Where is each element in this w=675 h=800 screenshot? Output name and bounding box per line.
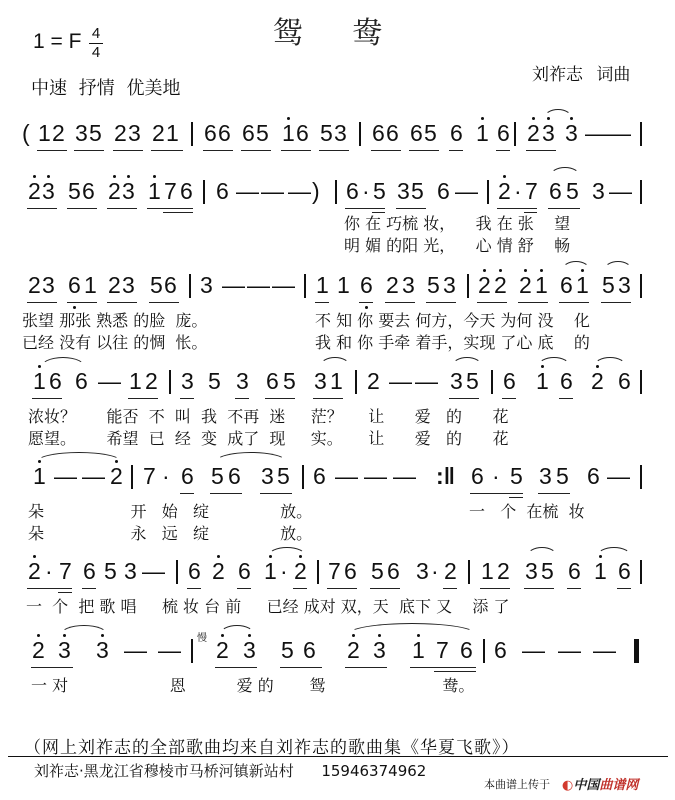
note: 2 xyxy=(52,120,65,146)
note: 3 xyxy=(402,272,415,298)
note: 2 xyxy=(294,558,307,584)
note: 5 xyxy=(104,558,117,584)
barline xyxy=(169,370,171,394)
dot: · xyxy=(514,178,522,204)
note: 5 xyxy=(427,272,440,298)
note: 6 xyxy=(587,463,600,489)
note: 6 xyxy=(266,368,279,394)
note: 2 xyxy=(478,272,491,298)
note: 2 xyxy=(108,272,121,298)
barline xyxy=(191,639,193,663)
note: 3 xyxy=(58,637,71,663)
notes-line-1 xyxy=(0,120,675,160)
lyrics-verse-2-left: 已经 没有 以往 的惆 怅。 xyxy=(22,333,208,352)
note: 3 xyxy=(525,558,538,584)
note: 3 xyxy=(397,178,410,204)
note: 2 xyxy=(32,637,45,663)
dot: · xyxy=(280,558,288,584)
note: 6 xyxy=(494,637,507,663)
note: 2 xyxy=(527,120,540,146)
barline xyxy=(317,560,319,584)
lyrics-verse-1-left: 张望 那张 熟悉 的脸 庞。 xyxy=(22,311,208,330)
note: 3 xyxy=(96,637,109,663)
note: 6 xyxy=(68,272,81,298)
note: 3 xyxy=(450,368,463,394)
note: 6 xyxy=(238,558,251,584)
note: 1 xyxy=(148,178,161,204)
dash: — xyxy=(455,178,478,204)
note: 6 xyxy=(568,558,581,584)
note: 7 xyxy=(164,178,177,204)
barline xyxy=(491,370,493,394)
note: 6 xyxy=(83,558,96,584)
note: 6 xyxy=(313,463,326,489)
note: 6 xyxy=(296,120,309,146)
note: 5 xyxy=(150,272,163,298)
note: 1 xyxy=(33,463,46,489)
final-barline xyxy=(634,639,639,663)
dot: · xyxy=(162,463,170,489)
note: 3 xyxy=(416,558,429,584)
logo-icon: ◐ xyxy=(562,778,574,793)
dot: · xyxy=(431,558,439,584)
notes-line-7 xyxy=(0,633,675,677)
note: 7 xyxy=(436,637,449,663)
note: 5 xyxy=(466,368,479,394)
note: 5 xyxy=(320,120,333,146)
note: 2 xyxy=(145,368,158,394)
note: 5 xyxy=(424,120,437,146)
notes-line-5 xyxy=(0,463,675,503)
barline xyxy=(176,560,178,584)
note: 1 xyxy=(38,120,51,146)
song-title: 鸳 鸯 xyxy=(272,16,403,51)
barline xyxy=(355,370,357,394)
dash: — xyxy=(247,272,270,298)
note: 1 xyxy=(576,272,589,298)
barline xyxy=(467,274,469,298)
contact-info xyxy=(34,760,426,781)
dash: — xyxy=(236,178,259,204)
note: 6 xyxy=(618,558,631,584)
notes-line-4 xyxy=(0,368,675,408)
dash: — xyxy=(585,120,608,146)
barline xyxy=(640,180,642,204)
note: 6 xyxy=(497,120,510,146)
dot: · xyxy=(45,558,53,584)
note: 2 xyxy=(347,637,360,663)
note: 6 xyxy=(228,463,241,489)
note: 7 xyxy=(525,178,538,204)
note: 1 xyxy=(84,272,97,298)
note: 1 xyxy=(476,120,489,146)
note: 2 xyxy=(591,368,604,394)
phone-number: 15946374962 xyxy=(321,762,427,780)
barline xyxy=(514,122,516,146)
notes-line-2 xyxy=(0,178,675,218)
note: 2 xyxy=(519,272,532,298)
note: 2 xyxy=(114,120,127,146)
note: 5 xyxy=(68,178,81,204)
note: 3 xyxy=(236,368,249,394)
upload-credit: 本曲谱上传于 xyxy=(484,778,550,791)
dash: — xyxy=(142,558,165,584)
barline xyxy=(203,180,205,204)
lyrics-verse-2-right: 我 和 你 手牵 着手，实现 了心 底 的 xyxy=(315,333,590,352)
barline xyxy=(359,122,361,146)
note: 6 xyxy=(346,178,359,204)
note: 5 xyxy=(277,463,290,489)
notes-line-3 xyxy=(0,272,675,312)
lyrics-verse-2-left: 朵 永 远 绽 放。 xyxy=(28,524,313,543)
note: 6 xyxy=(618,368,631,394)
note: 6 xyxy=(410,120,423,146)
note: 1 xyxy=(264,558,277,584)
time-signature xyxy=(89,26,103,61)
dash: — xyxy=(364,463,387,489)
note: 3 xyxy=(618,272,631,298)
note: 6 xyxy=(344,558,357,584)
barline xyxy=(189,274,191,298)
tempo-expression: 中速 抒情 优美地 xyxy=(31,78,181,99)
note: 2 xyxy=(216,637,229,663)
dash: — xyxy=(272,272,295,298)
note: 6 xyxy=(216,178,229,204)
lyrics-verse-2: 愿望。 希望 已 经 变 成了 现 实。 让 爱 的 花 xyxy=(28,429,509,448)
note: 2 xyxy=(110,463,123,489)
time-denominator: 4 xyxy=(91,44,101,61)
dash: — xyxy=(522,637,545,663)
note: 6 xyxy=(204,120,217,146)
author-credit: 刘祚志 词曲 xyxy=(532,65,631,85)
dash: — xyxy=(608,120,631,146)
dash: — xyxy=(54,463,77,489)
note: 2 xyxy=(28,178,41,204)
barline xyxy=(487,180,489,204)
note: 1 xyxy=(337,272,350,298)
note: 7 xyxy=(328,558,341,584)
note: 7 xyxy=(143,463,156,489)
barline xyxy=(483,639,485,663)
barline xyxy=(640,560,642,584)
dash: — xyxy=(609,178,632,204)
dash: — xyxy=(82,463,105,489)
note: 2 xyxy=(28,272,41,298)
barline xyxy=(640,465,642,489)
dash: — xyxy=(222,272,245,298)
note: 6 xyxy=(164,272,177,298)
note: 6 xyxy=(82,178,95,204)
open-paren: ( xyxy=(22,120,30,146)
note: 1 xyxy=(129,368,142,394)
note: 1 xyxy=(33,368,46,394)
dot: · xyxy=(492,463,500,489)
note: 3 xyxy=(128,120,141,146)
barline xyxy=(191,122,193,146)
footer-divider xyxy=(8,756,668,757)
dash: — xyxy=(335,463,358,489)
lyrics-verse-2: 明 媚 的阳 光， 心 情 舒 畅 xyxy=(344,236,571,255)
note: 1 xyxy=(412,637,425,663)
note: 5 xyxy=(283,368,296,394)
note: 1 xyxy=(330,368,343,394)
note: 7 xyxy=(59,558,72,584)
note: 3 xyxy=(565,120,578,146)
note: 2 xyxy=(444,558,457,584)
note: 6 xyxy=(450,120,463,146)
source-note: （网上刘祚志的全部歌曲均来自刘祚志的歌曲集《华夏飞歌》） xyxy=(24,738,520,758)
lyrics-coda: 一 个 在梳 妆 xyxy=(469,502,585,521)
lyrics-verse-1: 浓妆？ 能否 不 叫 我 不再 迷 茫？ 让 爱 的 花 xyxy=(28,407,509,426)
note: 5 xyxy=(373,178,386,204)
note: 1 xyxy=(166,120,179,146)
dash: — xyxy=(415,368,438,394)
note: 3 xyxy=(373,637,386,663)
note: 5 xyxy=(541,558,554,584)
note: 3 xyxy=(200,272,213,298)
barline xyxy=(131,465,133,489)
dash: — xyxy=(158,637,181,663)
barline xyxy=(335,180,337,204)
note: 3 xyxy=(243,637,256,663)
barline xyxy=(640,122,642,146)
note: 5 xyxy=(208,368,221,394)
notes-line-6 xyxy=(0,558,675,598)
note: 3 xyxy=(261,463,274,489)
dash: — xyxy=(124,637,147,663)
note: 1 xyxy=(316,272,329,298)
note: 6 xyxy=(560,272,573,298)
note: 3 xyxy=(122,178,135,204)
dash: — xyxy=(389,368,412,394)
lyrics-verse-1-right: 不 知 你 要去 何方，今天 为何 没 化 xyxy=(315,311,590,330)
note: 5 xyxy=(89,120,102,146)
address: 刘祚志·黑龙江省穆棱市马桥河镇新站村 xyxy=(34,762,294,780)
site-logo[interactable]: ◐中国曲谱网 xyxy=(562,778,639,793)
dot: · xyxy=(362,178,370,204)
dash: — xyxy=(607,463,630,489)
note: 3 xyxy=(314,368,327,394)
note: 1 xyxy=(282,120,295,146)
note: 5 xyxy=(556,463,569,489)
key-signature: 1 = F xyxy=(33,30,82,53)
note: 5 xyxy=(566,178,579,204)
note: 5 xyxy=(510,463,523,489)
note: 6 xyxy=(460,637,473,663)
note: 3 xyxy=(334,120,347,146)
note: 5 xyxy=(371,558,384,584)
slow-tempo-marking: 慢 xyxy=(197,633,207,644)
note: 6 xyxy=(303,637,316,663)
barline xyxy=(468,560,470,584)
barline xyxy=(302,465,304,489)
lyrics-verse-1: 你 在 巧梳 妆， 我 在 张 望 xyxy=(344,214,571,233)
note: 3 xyxy=(124,558,137,584)
note: 6 xyxy=(75,368,88,394)
note: 1 xyxy=(536,368,549,394)
note: 2 xyxy=(498,178,511,204)
note: 6 xyxy=(188,558,201,584)
note: 5 xyxy=(281,637,294,663)
note: 2 xyxy=(28,558,41,584)
barline xyxy=(640,370,642,394)
note: 3 xyxy=(75,120,88,146)
note: 2 xyxy=(494,272,507,298)
dash: — xyxy=(288,178,311,204)
dash: — xyxy=(593,637,616,663)
time-numerator: 4 xyxy=(91,25,101,42)
note: 2 xyxy=(152,120,165,146)
note: 2 xyxy=(386,272,399,298)
note: 5 xyxy=(411,178,424,204)
note: 2 xyxy=(367,368,380,394)
note: 6 xyxy=(242,120,255,146)
note: 6 xyxy=(549,178,562,204)
note: 3 xyxy=(181,368,194,394)
note: 6 xyxy=(386,120,399,146)
note: 3 xyxy=(42,272,55,298)
note: 6 xyxy=(471,463,484,489)
note: 3 xyxy=(542,120,555,146)
note: 6 xyxy=(49,368,62,394)
note: 2 xyxy=(497,558,510,584)
note: 6 xyxy=(437,178,450,204)
note: 3 xyxy=(539,463,552,489)
note: 3 xyxy=(42,178,55,204)
note: 6 xyxy=(218,120,231,146)
note: 5 xyxy=(211,463,224,489)
note: 6 xyxy=(360,272,373,298)
note: 6 xyxy=(181,463,194,489)
dash: — xyxy=(98,368,121,394)
note: 6 xyxy=(372,120,385,146)
lyrics-verse-1-left: 朵 开 始 绽 放。 xyxy=(28,502,313,521)
dash: — xyxy=(261,178,284,204)
barline xyxy=(304,274,306,298)
note: 6 xyxy=(560,368,573,394)
note: 2 xyxy=(212,558,225,584)
note: 1 xyxy=(481,558,494,584)
barline xyxy=(640,274,642,298)
note: 5 xyxy=(256,120,269,146)
lyrics: 一 个 把 歌 唱 梳 妆 台 前 已经 成对 双，天 底下 又 添 了 xyxy=(26,597,510,616)
repeat-end-barline: :‖ xyxy=(436,463,456,489)
note: 6 xyxy=(180,178,193,204)
dash: — xyxy=(558,637,581,663)
lyrics: 一 对 恩 爱 的 鸳 鸯。 xyxy=(31,676,475,695)
close-paren: ) xyxy=(312,178,320,204)
note: 1 xyxy=(535,272,548,298)
note: 6 xyxy=(503,368,516,394)
dash: — xyxy=(393,463,416,489)
note: 3 xyxy=(122,272,135,298)
note: 2 xyxy=(108,178,121,204)
note: 3 xyxy=(592,178,605,204)
note: 6 xyxy=(387,558,400,584)
note: 3 xyxy=(443,272,456,298)
note: 1 xyxy=(594,558,607,584)
note: 5 xyxy=(602,272,615,298)
